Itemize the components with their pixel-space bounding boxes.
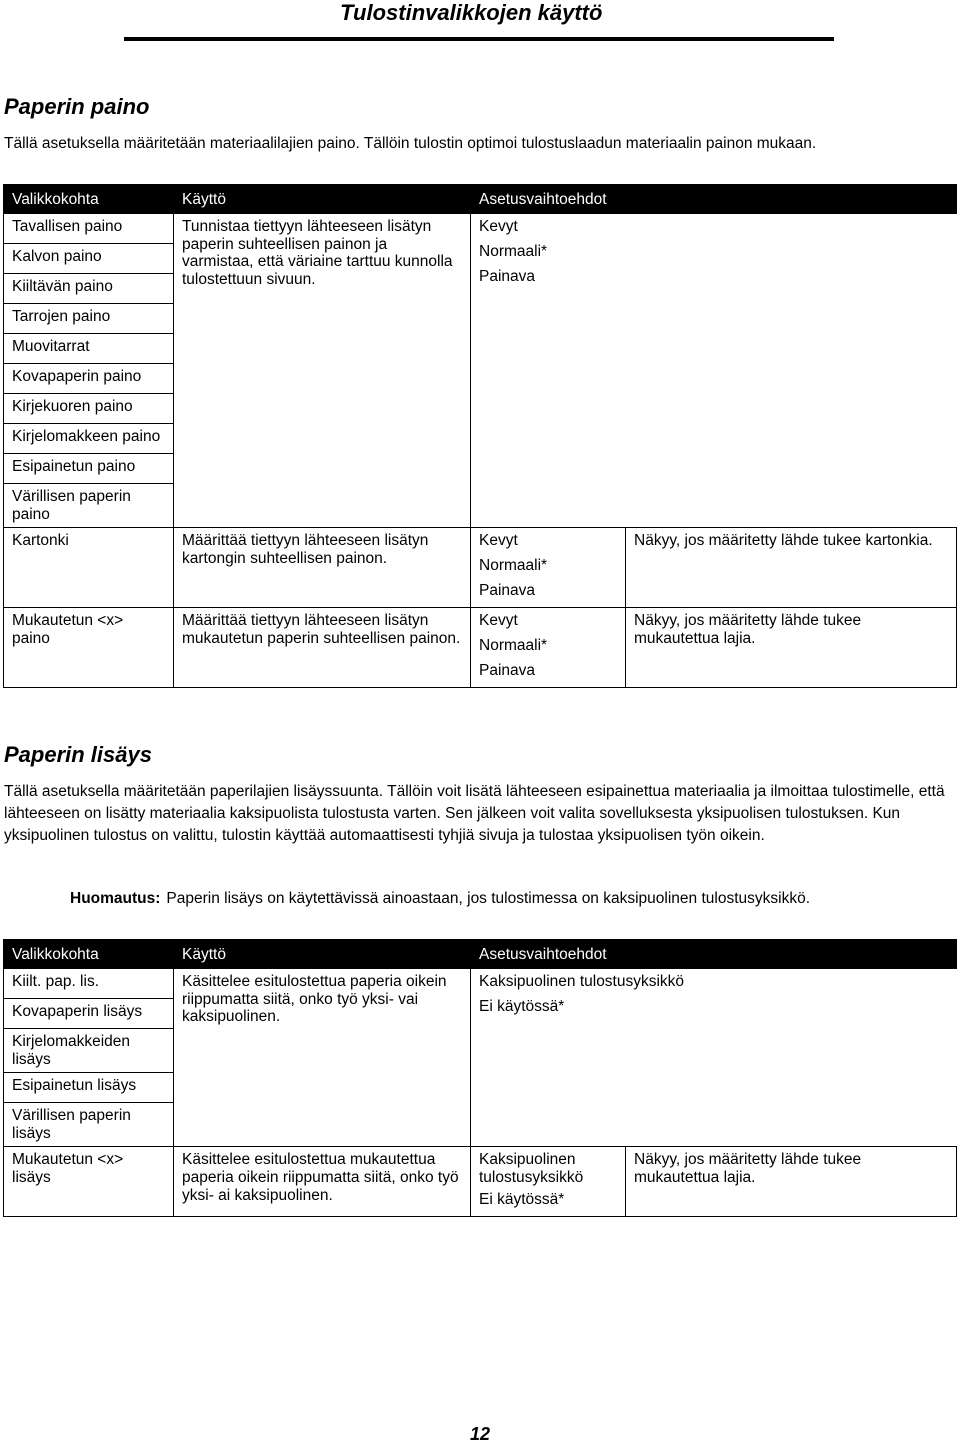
- menu-item-name: Kirjelomakkeen paino: [4, 424, 174, 454]
- header-valikkokohta: Valikkokohta: [4, 185, 174, 214]
- usage-description: Määrittää tiettyyn lähteeseen lisätyn kartongin suhteellisen painon.: [174, 528, 471, 608]
- options-cell: [471, 969, 957, 1147]
- option-value: Ei käytössä*: [479, 998, 565, 1015]
- option-value: Kevyt: [479, 532, 518, 549]
- page-header-title: Tulostinvalikkojen käyttö: [340, 0, 603, 25]
- menu-item-name: Kalvon paino: [4, 244, 174, 274]
- table-row: [4, 528, 957, 608]
- option-value: Normaali*: [479, 243, 548, 260]
- menu-item-name: Mukautetun <x> paino: [4, 608, 174, 688]
- option-value: Ei käytössä*: [479, 1191, 565, 1208]
- option-value: Kevyt: [479, 218, 518, 235]
- note: [70, 890, 810, 908]
- usage-description: Määrittää tiettyyn lähteeseen lisätyn mukautetun paperin suhteellisen painon.: [174, 608, 471, 688]
- options-cell: [471, 1147, 626, 1217]
- usage-text: Tunnistaa tiettyyn lähteeseen lisätyn paperin suhteellisen painon ja varmistaa, että väriaine tarttuu kunnolla tulostettuun sivuun.: [182, 218, 453, 288]
- availability-note: Näkyy, jos määritetty lähde tukee kartonkia.: [626, 528, 957, 608]
- option-value: Painava: [479, 662, 536, 679]
- table-row: [4, 608, 957, 688]
- menu-item-name: Kiiltävän paino: [4, 274, 174, 304]
- menu-item-name: Kovapaperin paino: [4, 364, 174, 394]
- menu-item-name: Värillisen paperin paino: [4, 484, 174, 528]
- menu-item-name: Kartonki: [4, 528, 174, 608]
- header-asetusvaihtoehdot: Asetusvaihtoehdot: [471, 940, 957, 969]
- table-row: [4, 214, 957, 244]
- header-valikkokohta: Valikkokohta: [4, 940, 174, 969]
- option-value: Normaali*: [479, 557, 548, 574]
- availability-note: Näkyy, jos määritetty lähde tukee mukautettua lajia.: [626, 1147, 957, 1217]
- section-intro-paperin-paino: Tällä asetuksella määritetään materiaalilajien paino. Tällöin tulostin optimoi tulostuslaadun materiaalin painon mukaan.: [4, 135, 817, 152]
- table-header-row: [4, 940, 957, 969]
- table-row: [4, 969, 957, 999]
- menu-item-name: Kiilt. pap. lis.: [4, 969, 174, 999]
- menu-item-name: Tavallisen paino: [4, 214, 174, 244]
- menu-item-name: Esipainetun lisäys: [4, 1073, 174, 1103]
- usage-description: [174, 969, 471, 1147]
- header-asetusvaihtoehdot: Asetusvaihtoehdot: [471, 185, 957, 214]
- table-row: [4, 1147, 957, 1217]
- menu-item-name: Kirjelomakkeiden lisäys: [4, 1029, 174, 1073]
- menu-item-name: Tarrojen paino: [4, 304, 174, 334]
- menu-item-name: Kirjekuoren paino: [4, 394, 174, 424]
- options-cell: [471, 214, 957, 528]
- menu-item-name: Värillisen paperin lisäys: [4, 1103, 174, 1147]
- option-value: Kaksipuolinen tulostusyksikkö: [479, 973, 685, 990]
- header-kaytto: Käyttö: [174, 940, 471, 969]
- table-paperin-lisays: [3, 939, 957, 1217]
- section-title-paperin-lisays: Paperin lisäys: [4, 742, 152, 767]
- usage-description: Käsittelee esitulostettua mukautettua paperia oikein riippumatta siitä, onko työ yksi- ai kaksipuolinen.: [174, 1147, 471, 1217]
- availability-note: Näkyy, jos määritetty lähde tukee mukautettua lajia.: [626, 608, 957, 688]
- usage-text: Käsittelee esitulostettua paperia oikein riippumatta siitä, onko työ yksi- vai kaksipuolinen.: [182, 973, 447, 1025]
- page-number: 12: [470, 1424, 491, 1444]
- section-intro-paperin-lisays: Tällä asetuksella määritetään paperilajien lisäyssuunta. Tällöin voit lisätä lähteeseen esipainettua materiaalia ja ilmoittaa tulostimelle, että lähteeseen on lisätty materiaalia kaksipuolista tulostusta varten. Sen jälkeen voit valita sovelluksesta yksipuolisen tulostuksen. Kun yksipuolinen tulostus on valittu, tulostin käyttää automaattisesti tyhjiä sivuja ja tulostaa yksipuolisen työn oikein.: [4, 783, 945, 844]
- header-rule: [124, 37, 834, 41]
- option-value: Kevyt: [479, 612, 518, 629]
- option-value: Painava: [479, 268, 536, 285]
- section-title-paperin-paino: Paperin paino: [4, 94, 150, 119]
- menu-item-name: Esipainetun paino: [4, 454, 174, 484]
- menu-item-name: Mukautetun <x> lisäys: [4, 1147, 174, 1217]
- note-label: Huomautus:: [70, 890, 161, 907]
- option-value: Kaksipuolinen tulostusyksikkö: [479, 1151, 584, 1186]
- header-kaytto: Käyttö: [174, 185, 471, 214]
- note-text: Paperin lisäys on käytettävissä ainoastaan, jos tulostimessa on kaksipuolinen tulostusyksikkö.: [166, 890, 811, 907]
- options-cell: [471, 608, 626, 688]
- menu-item-name: Muovitarrat: [4, 334, 174, 364]
- option-value: Painava: [479, 582, 536, 599]
- menu-item-name: Kovapaperin lisäys: [4, 999, 174, 1029]
- option-value: Normaali*: [479, 637, 548, 654]
- usage-description: [174, 214, 471, 528]
- table-paperin-paino: [3, 184, 957, 688]
- table-header-row: [4, 185, 957, 214]
- options-cell: [471, 528, 626, 608]
